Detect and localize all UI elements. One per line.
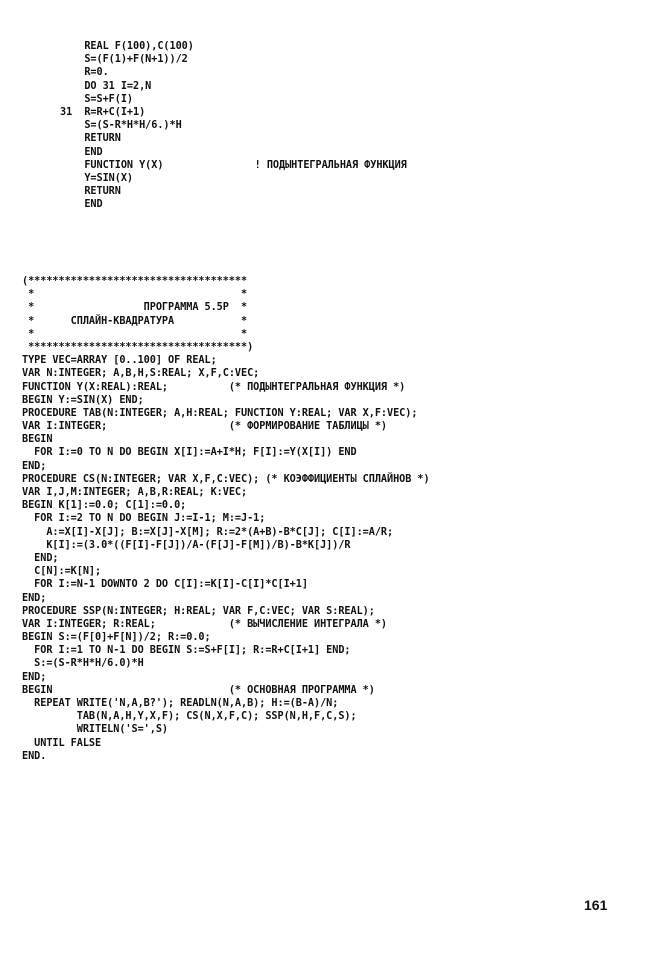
page-number: 161	[584, 897, 608, 913]
code-line: FUNCTION Y(X) ! ПОДЫНТЕГРАЛЬНАЯ ФУНКЦИЯ	[60, 159, 407, 171]
code-line: BEGIN (* ОСНОВНАЯ ПРОГРАММА *)	[22, 684, 375, 696]
code-line: FOR I:=1 TO N-1 DO BEGIN S:=S+F[I]; R:=R+C[I+1] END;	[22, 645, 351, 657]
code-line: C[N]:=K[N];	[22, 566, 102, 578]
code-line: TAB(N,A,H,Y,X,F); CS(N,X,F,C); SSP(N,H,F,C,S);	[22, 711, 357, 723]
code-line: REPEAT WRITE('N,A,B?'); READLN(N,A,B); H:=(B-A)/N;	[22, 698, 339, 709]
code-line: RETURN	[60, 186, 121, 198]
code-line: UNTIL FALSE	[22, 737, 102, 749]
code-line: FOR I:=0 TO N DO BEGIN X[I]:=A+I*H; F[I]:=Y(X[I]) END	[22, 447, 357, 459]
code-line: PROCEDURE CS(N:INTEGER; VAR X,F,C:VEC); (* КОЭФФИЦИЕНТЫ СПЛАЙНОВ *)	[22, 473, 430, 485]
code-line: END.	[22, 750, 47, 762]
comment-banner-line: ************************************)	[22, 341, 254, 353]
fortran-code-listing	[60, 40, 407, 211]
code-line: END;	[22, 671, 47, 683]
code-line: WRITELN('S=',S)	[22, 724, 169, 736]
code-line: END	[60, 199, 103, 211]
code-line: VAR I:INTEGER; R:REAL; (* ВЫЧИСЛЕНИЕ ИНТЕГРАЛА *)	[22, 618, 388, 630]
code-line: REAL F(100),C(100)	[60, 41, 194, 52]
code-line: FOR I:=N-1 DOWNTO 2 DO C[I]:=K[I]-C[I]*C[I+1]	[22, 579, 308, 591]
code-line: PROCEDURE SSP(N:INTEGER; H:REAL; VAR F,C:VEC; VAR S:REAL);	[22, 605, 375, 617]
code-line: END;	[22, 592, 47, 604]
code-line: 31 R=R+C(I+1)	[60, 106, 146, 118]
code-line: VAR N:INTEGER; A,B,H,S:REAL; X,F,C:VEC;	[22, 368, 260, 380]
code-line: S=(F(1)+F(N+1))/2	[60, 54, 188, 66]
code-line: FOR I:=2 TO N DO BEGIN J:=I-1; M:=J-1;	[22, 513, 266, 525]
code-line: END;	[22, 460, 47, 472]
code-line: A:=X[I]-X[J]; B:=X[J]-X[M]; R:=2*(A+B)-B*C[J]; C[I]:=A/R;	[22, 526, 394, 538]
code-line: VAR I:INTEGER; (* ФОРМИРОВАНИЕ ТАБЛИЦЫ *)	[22, 421, 388, 433]
pascal-code-listing	[22, 275, 430, 763]
code-line: BEGIN S:=(F[0]+F[N])/2; R:=0.0;	[22, 632, 211, 644]
code-line: TYPE VEC=ARRAY [0..100] OF REAL;	[22, 355, 217, 367]
code-line: DO 31 I=2,N	[60, 80, 152, 92]
code-line: BEGIN K[1]:=0.0; C[1]:=0.0;	[22, 500, 187, 512]
code-line: S:=(S-R*H*H/6.0)*H	[22, 658, 144, 670]
code-line: S=(S-R*H*H/6.)*H	[60, 120, 182, 132]
code-line: END;	[22, 552, 59, 564]
code-line: PROCEDURE TAB(N:INTEGER; A,H:REAL; FUNCTION Y:REAL; VAR X,F:VEC);	[22, 407, 418, 419]
code-line: BEGIN Y:=SIN(X) END;	[22, 394, 144, 406]
code-line: Y=SIN(X)	[60, 172, 134, 184]
code-line: BEGIN	[22, 434, 53, 446]
code-line: RETURN	[60, 133, 121, 145]
program-title-line: * ПРОГРАММА 5.5P *	[22, 302, 248, 314]
code-line: FUNCTION Y(X:REAL):REAL; (* ПОДЫНТЕГРАЛЬНАЯ ФУНКЦИЯ *)	[22, 381, 406, 393]
code-line: K[I]:=(3.0*((F[I]-F[J])/A-(F[J]-F[M])/B)-B*K[J])/R	[22, 539, 351, 551]
code-line: S=S+F(I)	[60, 93, 134, 105]
code-line: END	[60, 146, 103, 158]
code-line: VAR I,J,M:INTEGER; A,B,R:REAL; K:VEC;	[22, 487, 248, 498]
comment-banner-line: (************************************	[22, 276, 248, 287]
comment-banner-line: * *	[22, 289, 248, 301]
code-line: R=0.	[60, 67, 109, 79]
comment-banner-line: * *	[22, 328, 248, 340]
program-subtitle-line: * СПЛАЙН-КВАДРАТУРА *	[22, 315, 248, 327]
